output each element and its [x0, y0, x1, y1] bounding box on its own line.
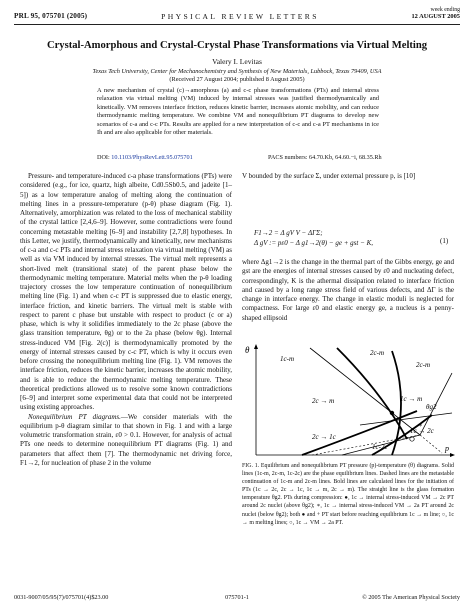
affiliation: Texas Tech University, Center for Mechanochemistry and Synthesis of New Materials, Lubbock, Texas 79409, USA [92, 68, 382, 75]
footer-page: 075701-1 [225, 594, 249, 601]
footer-copyright: © 2005 The American Physical Society [362, 594, 460, 601]
equation-line-1: F1→2 = Δ gV V − ΔΓΣ; [254, 229, 323, 237]
author: Valery I. Levitas [212, 57, 262, 66]
section-heading: Nonequilibrium PT diagrams. [28, 412, 121, 421]
intro-paragraph: Pressure- and temperature-induced c-a phase transformations (PTs) were considered (e.g., for ice, quartz, high albeite, Cd0.5Sb0.5, and jadeite [1–5]) as a low temperature analog of melting along the continuation of melting lines in a pressure-temperature (p-θ) phase diagram (Fig. 1). Alternatively, amorphization was related to the loss of mechanical stability of the crystal lattice [2,4,6–9]. However, some contradictions were found concerning metastable melting [6–9] and instability [2,7,8] hypotheses. In this Letter, we justify, thermodynamically and kinetically, new mechanisms of c-a and c-c PTs and internal stress relaxation via virtual melting (VM) as well as via VM induced by internal stresses. The virtual melt represents a short-lived melt (transitional state) of the parent phase below the thermodynamic melting temperature. Material melts when the p-θ loading trajectory crosses the low temperature continuation of nonequilibrium melting line (Fig. 1) and when c-c PT is suppressed due to elastic energy, interface friction, and kinetic barriers. The virtual melt is stable with respect to parent c phase but unstable with respect to product (c or a) phase, which is why it solidifies immediately to the 2c phase (above the glass transition temperature, θg) or to the 2a phase (below θg). Internal stress-induced VM [Fig. 2(c)] is thermodynamically promoted by the energy of internal stresses caused by c-c PT, which is why it occurs even before crossing the nonequilibrium melting line (Fig. 1). VM removes the interface friction, reduces the kinetic barrier, increases the atomic mobility, and is able to reduce the thermodynamic melting temperature. These theoretical predictions allowed us to resolve some known contradictions [6–9] and interpret some experimental data that could not be interpreted using existing approaches. [20, 172, 232, 412]
region-label-2c-m: 2c-m [370, 349, 384, 357]
right-column-intro: V bounded by the surface Σ, under external pressure p, is [10] [242, 172, 416, 180]
left-column [20, 172, 232, 468]
right-column-body: where Δg1→2 is the change in the thermal part of the Gibbs energy, ge and gst are the energies of internal stresses caused by ε0 and nucleating defect, correspondingly, K is the athermal dissipation related to interface friction and caused by a long range stress field of various defects, and ΔΓ is the change in interface energy. The change in elastic moduli is neglected for compactness. For large ε0 and elastic energy ge, a nucleus is a penny-shaped ellipsoid [242, 258, 454, 322]
region-label-2c-m-right: 2c-m [416, 361, 430, 369]
region-label-1c-to-m: 1c → m [400, 395, 423, 403]
doi-label: DOI: [97, 154, 110, 161]
region-label-1c-2c: 1c-2c [372, 443, 388, 451]
footer-issn: 0031-9007/05/95(7)/075701(4)$23.00 [14, 594, 109, 601]
issue-date [411, 7, 460, 20]
region-label-1c-m: 1c-m [280, 355, 294, 363]
axis-y-label: θ [245, 345, 250, 355]
abstract: A new mechanism of crystal (c)→amorphous (a) and c-c phase transformations (PTs) and internal stress relaxation via virtual melting (VM) induced by internal stresses was justified thermodynamically and kinetically. VM removes interface friction, reduces kinetic barrier, increases atomic mobility, and can reduce thermodynamic melting temperature. We combine VM and nonequilibrium PT diagrams to develop new scenarios of c-a and c-c PTs. Results are applied for a new interpretation of c-c and c-a PT mechanisms in ice Ih and are also applicable for other materials. [97, 87, 379, 137]
bold-line-2c-to-m [392, 351, 401, 455]
y-axis-arrow [254, 344, 258, 349]
journal-ref: PRL 95, 075701 (2005) [14, 12, 88, 20]
figure-caption: FIG. 1. Equilibrium and nonequilibrium PT pressure (p)-temperature (θ) diagrams. Solid lines (1c-m, 2c-m, 1c-2c) are the phase equilibrium lines. Dashed lines are the metastable continuation of 1c-m and 2c-m lines. Bold lines are calculated lines for the initiation of PTs (1c → 2c, 2c → 1c, 1c → m, 2c → m). The straight line is the glass formation temperature θg2. PTs during compression: ●, 1c → internal stress-induced VM → 2c PT around 2c nuclei (above θg2); ∗, 1c → internal stress-induced VM → 2a PT around 2c nuclei (below θg2); both ● and + PT start before reaching equilibrium 1c → m line; ○, 1c → m melting lines; ○, 1c → VM → 2a PT. [242, 463, 454, 526]
week-date: 12 AUGUST 2005 [411, 12, 460, 20]
region-label-2c-to-1c: 2c → 1c [312, 433, 336, 441]
region-label-1c-to-2c: 1c → 2c [410, 427, 434, 435]
section-paragraph [20, 413, 232, 469]
equation-line-2: Δ gV := pε0 − Δ g1→2(θ) − ge + gst − K, [254, 239, 373, 247]
axis-x-label: p [445, 444, 449, 453]
marker-star: ∗ [418, 421, 423, 429]
marker-filled-circle [390, 411, 394, 415]
x-axis-arrow [450, 453, 455, 457]
header-rule [14, 24, 460, 25]
metastable-1c-m [420, 435, 442, 453]
equation-number: (1) [440, 237, 449, 245]
region-label-theta-g2: θg2 [426, 403, 437, 411]
phase-diagram [242, 343, 456, 461]
section-text: —We consider materials with the equilibrium p-θ diagram similar to that shown in Fig. 1 and with a large volumetric transformation strain, ε0 > 0.1. However, for analysis of actual PTs one needs to determine nonequilibrium PT diagrams (Fig. 1) and parameters that affect them [7]. The thermodynamic net driving force, F1→2, for nucleation of phase 2 in the volume [20, 412, 232, 467]
doi [97, 154, 193, 161]
article-title: Crystal-Amorphous and Crystal-Crystal Phase Transformations via Virtual Melting [46, 40, 428, 51]
received-date: (Received 27 August 2004; published 8 August 2005) [169, 76, 305, 83]
region-label-2c-to-m: 2c → m [312, 397, 335, 405]
week-label: week ending [430, 7, 460, 13]
figure-1 [242, 343, 456, 461]
pacs-numbers: PACS numbers: 64.70.Kb, 64.60.−i, 68.35.Rh [268, 154, 382, 161]
equation-1 [254, 228, 373, 248]
doi-link[interactable]: 10.1103/PhysRevLett.95.075701 [111, 154, 193, 161]
journal-name: PHYSICAL REVIEW LETTERS [161, 12, 319, 21]
marker-plus: + [398, 424, 402, 432]
bold-line-1c-to-m [337, 348, 407, 439]
